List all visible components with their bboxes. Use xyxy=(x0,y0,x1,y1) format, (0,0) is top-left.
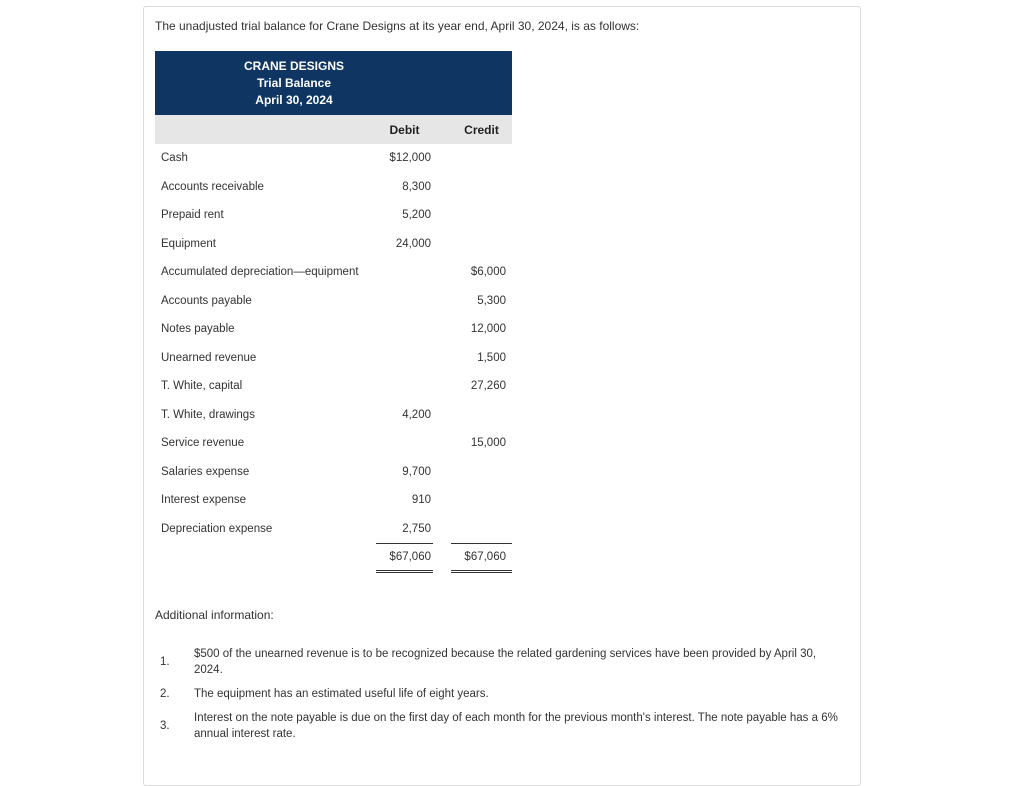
list-item xyxy=(160,686,840,702)
credit-amount xyxy=(451,515,512,544)
debit-amount xyxy=(376,258,433,287)
account-name: T. White, capital xyxy=(161,380,243,393)
additional-info-list xyxy=(160,646,840,750)
account-name: Prepaid rent xyxy=(161,209,224,222)
credit-amount xyxy=(451,173,512,202)
additional-info-title: Additional information: xyxy=(155,608,274,622)
account-name: Depreciation expense xyxy=(161,523,273,535)
account-name: Salaries expense xyxy=(161,465,250,478)
table-header-row xyxy=(155,51,512,115)
item-number: 3. xyxy=(160,720,170,732)
table-row xyxy=(155,344,512,373)
list-item xyxy=(160,646,840,678)
debit-amount xyxy=(376,344,433,373)
debit-amount: 9,700 xyxy=(402,465,431,478)
trial-balance-table xyxy=(155,51,512,573)
debit-amount xyxy=(376,372,433,401)
account-name: T. White, drawings xyxy=(161,408,255,421)
credit-header: Credit xyxy=(451,115,512,144)
credit-amount: 15,000 xyxy=(470,437,506,450)
debit-header: Debit xyxy=(376,115,433,144)
credit-amount xyxy=(451,230,512,259)
item-text: Interest on the note payable is due on the first day of each month for the previous month's interest. The note payable has a 6% annual interest rate. xyxy=(194,712,838,740)
table-row xyxy=(155,230,512,259)
table-row xyxy=(155,486,512,515)
table-row xyxy=(155,258,512,287)
credit-amount: 12,000 xyxy=(470,323,506,336)
table-row xyxy=(155,287,512,316)
account-name: Accounts receivable xyxy=(161,180,264,193)
account-name: Service revenue xyxy=(161,437,245,450)
debit-amount: 24,000 xyxy=(395,237,431,250)
table-row xyxy=(155,401,512,430)
debit-amount xyxy=(376,287,433,316)
account-name: Notes payable xyxy=(161,323,235,336)
credit-amount xyxy=(451,458,512,487)
debit-amount: 4,200 xyxy=(402,408,431,421)
debit-total: $67,060 xyxy=(376,544,433,572)
credit-amount xyxy=(451,486,512,515)
table-row xyxy=(155,173,512,202)
credit-amount: 1,500 xyxy=(477,351,506,364)
table-row xyxy=(155,458,512,487)
item-text: The equipment has an estimated useful life of eight years. xyxy=(194,688,489,700)
table-row xyxy=(155,201,512,230)
item-number: 1. xyxy=(160,656,170,668)
statement-header xyxy=(155,51,433,115)
credit-amount: 27,260 xyxy=(470,380,506,393)
account-name: Accounts payable xyxy=(161,294,252,307)
table-row xyxy=(155,144,512,173)
totals-row xyxy=(155,544,512,572)
intro-text: The unadjusted trial balance for Crane Designs at its year end, April 30, 2024, is as follows: xyxy=(155,19,640,33)
company-name: CRANE DESIGNS xyxy=(243,58,344,73)
column-header-row xyxy=(155,115,512,144)
table-row xyxy=(155,372,512,401)
debit-amount: 8,300 xyxy=(402,180,431,193)
table-row xyxy=(155,315,512,344)
debit-amount xyxy=(376,315,433,344)
credit-amount xyxy=(451,144,512,173)
credit-total: $67,060 xyxy=(451,544,512,572)
credit-amount xyxy=(451,201,512,230)
list-item xyxy=(160,710,840,742)
credit-amount: $6,000 xyxy=(470,266,506,279)
debit-amount: 910 xyxy=(411,494,431,507)
table-row xyxy=(155,429,512,458)
credit-amount: 5,300 xyxy=(477,294,506,307)
account-name: Equipment xyxy=(161,237,216,250)
credit-amount xyxy=(451,401,512,430)
statement-title: Trial Balance xyxy=(256,75,332,90)
account-name: Interest expense xyxy=(161,494,247,507)
debit-amount xyxy=(376,429,433,458)
debit-amount: $12,000 xyxy=(389,152,431,165)
statement-date: April 30, 2024 xyxy=(255,92,333,107)
account-name: Unearned revenue xyxy=(161,351,257,364)
account-name: Accumulated depreciation—equipment xyxy=(161,266,359,279)
account-name: Cash xyxy=(161,152,188,165)
debit-amount: 5,200 xyxy=(402,209,431,222)
item-number: 2. xyxy=(160,688,170,700)
debit-amount: 2,750 xyxy=(402,522,431,535)
table-row xyxy=(155,515,512,544)
item-text: $500 of the unearned revenue is to be recognized because the related gardening services have been provided by April 30, 2024. xyxy=(194,648,817,676)
